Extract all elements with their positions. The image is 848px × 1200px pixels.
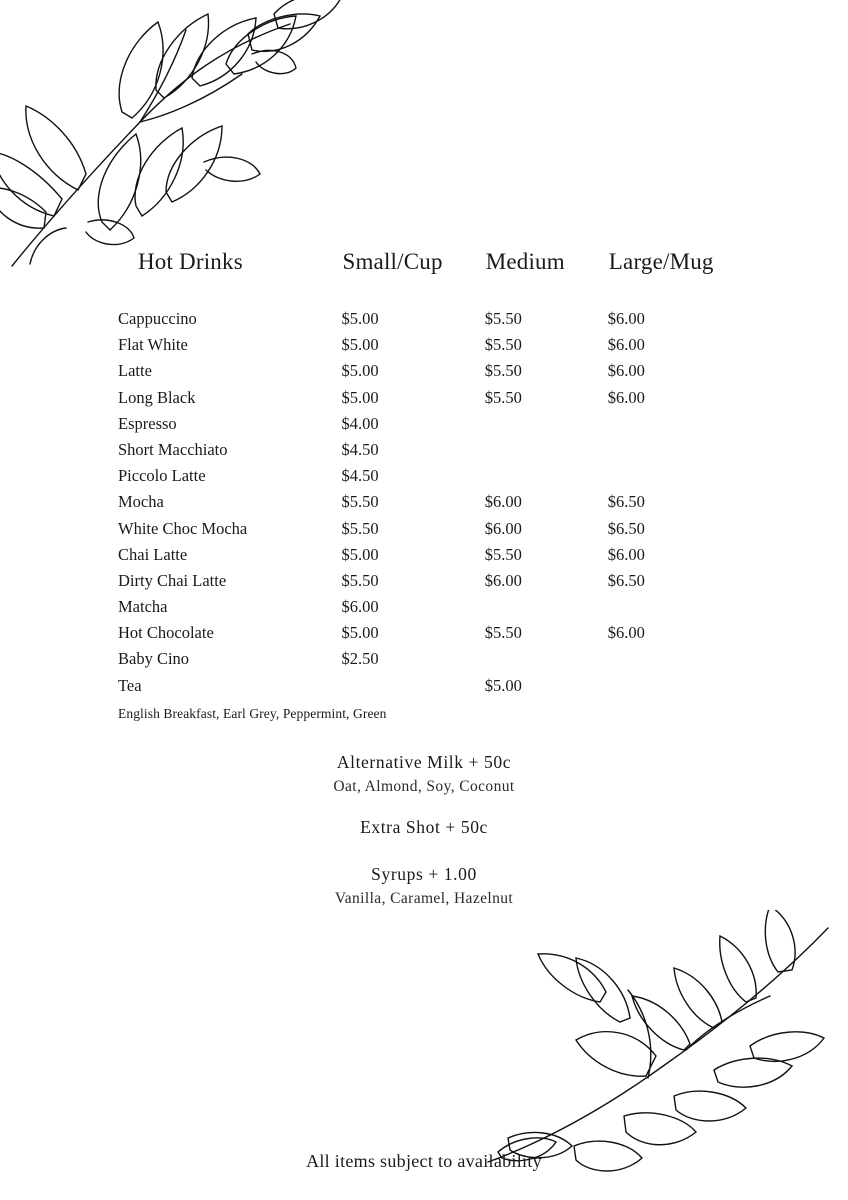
hot-drinks-table <box>110 248 750 728</box>
price-small: $4.00 <box>341 413 379 433</box>
price-large: $6.00 <box>607 544 645 564</box>
extras-section <box>0 752 848 908</box>
drink-name: Baby Cino <box>118 649 190 669</box>
extras-title: Alternative Milk + 50c <box>336 752 512 772</box>
table-row <box>110 335 750 361</box>
price-medium: $5.50 <box>484 387 522 407</box>
drink-name: Mocha <box>118 492 164 512</box>
botanical-branch-bottom-icon <box>478 910 838 1180</box>
column-header-medium: Medium <box>485 249 565 274</box>
price-medium <box>485 440 608 466</box>
table-row <box>110 571 750 597</box>
price-large <box>608 466 750 492</box>
table-row <box>110 545 750 571</box>
price-medium: $5.50 <box>484 361 522 381</box>
table-header <box>110 248 750 309</box>
column-header-hot-drinks: Hot Drinks <box>138 249 243 274</box>
price-small: $5.00 <box>341 544 379 564</box>
price-medium <box>485 414 608 440</box>
drink-name: Matcha <box>118 597 168 617</box>
drink-name: Piccolo Latte <box>118 466 206 486</box>
price-large <box>608 597 750 623</box>
drink-name: Long Black <box>118 387 196 407</box>
price-large: $6.00 <box>607 387 645 407</box>
table-body <box>110 309 750 728</box>
price-medium: $6.00 <box>484 518 522 538</box>
drink-name: Cappuccino <box>118 309 197 328</box>
drink-name: Dirty Chai Latte <box>118 570 227 590</box>
drink-name: Tea <box>118 675 142 695</box>
drink-name: White Choc Mocha <box>118 518 248 538</box>
table-row <box>110 623 750 649</box>
price-large: $6.50 <box>607 518 645 538</box>
drink-name: Hot Chocolate <box>118 623 214 643</box>
price-small: $5.50 <box>341 518 379 538</box>
availability-note: All items subject to availability <box>306 1151 542 1171</box>
drink-name: Latte <box>118 361 152 381</box>
column-header-small: Small/Cup <box>342 249 443 274</box>
price-large: $6.00 <box>607 309 645 328</box>
price-small <box>341 676 484 702</box>
table-header-row <box>110 248 750 309</box>
table-row <box>110 466 750 492</box>
price-small: $5.00 <box>341 387 379 407</box>
price-small: $4.50 <box>341 439 379 459</box>
price-large: $6.00 <box>607 361 645 381</box>
price-medium: $6.00 <box>484 492 522 512</box>
price-medium: $5.50 <box>484 335 522 355</box>
table-row <box>110 676 750 702</box>
price-large <box>608 649 750 675</box>
table-row <box>110 492 750 518</box>
extras-title: Syrups + 1.00 <box>371 864 477 884</box>
price-small: $5.00 <box>341 335 379 355</box>
extras-options: Oat, Almond, Soy, Coconut <box>333 778 515 795</box>
price-small: $5.00 <box>341 309 379 328</box>
price-medium <box>485 466 608 492</box>
table-row <box>110 440 750 466</box>
extras-options: Vanilla, Caramel, Hazelnut <box>334 890 514 907</box>
price-medium: $6.00 <box>484 570 522 590</box>
price-medium <box>485 597 608 623</box>
price-large: $6.00 <box>607 335 645 355</box>
price-small: $4.50 <box>341 466 379 486</box>
column-header-large: Large/Mug <box>608 249 714 274</box>
drink-name: Short Macchiato <box>118 439 228 459</box>
extras-title: Extra Shot + 50c <box>360 817 488 837</box>
extras-group-alternative-milk <box>0 752 848 796</box>
price-small: $2.50 <box>341 649 379 669</box>
price-large <box>608 414 750 440</box>
price-medium: $5.50 <box>484 623 522 643</box>
price-large: $6.50 <box>607 492 645 512</box>
price-medium: $5.50 <box>484 544 522 564</box>
price-small: $6.00 <box>341 597 379 617</box>
table-row <box>110 388 750 414</box>
price-small: $5.50 <box>341 492 379 512</box>
price-medium <box>485 649 608 675</box>
drink-name: Espresso <box>118 413 177 433</box>
table-row <box>110 414 750 440</box>
table-row <box>110 361 750 387</box>
table-row <box>110 597 750 623</box>
price-small: $5.00 <box>341 623 379 643</box>
price-large: $6.50 <box>607 570 645 590</box>
table-row <box>110 309 750 335</box>
price-small: $5.50 <box>341 570 379 590</box>
tea-varieties-row <box>110 702 750 728</box>
price-medium: $5.00 <box>484 675 522 695</box>
price-small: $5.00 <box>341 361 379 381</box>
extras-group-extra-shot <box>0 817 848 838</box>
price-medium: $5.50 <box>484 309 522 328</box>
table-row <box>110 519 750 545</box>
price-large <box>608 676 750 702</box>
extras-group-syrups <box>0 864 848 908</box>
price-large <box>608 440 750 466</box>
drink-name: Chai Latte <box>118 544 188 564</box>
price-large: $6.00 <box>607 623 645 643</box>
tea-varieties: English Breakfast, Earl Grey, Peppermint, Green <box>118 705 387 721</box>
table-row <box>110 649 750 675</box>
drink-name: Flat White <box>118 335 188 355</box>
